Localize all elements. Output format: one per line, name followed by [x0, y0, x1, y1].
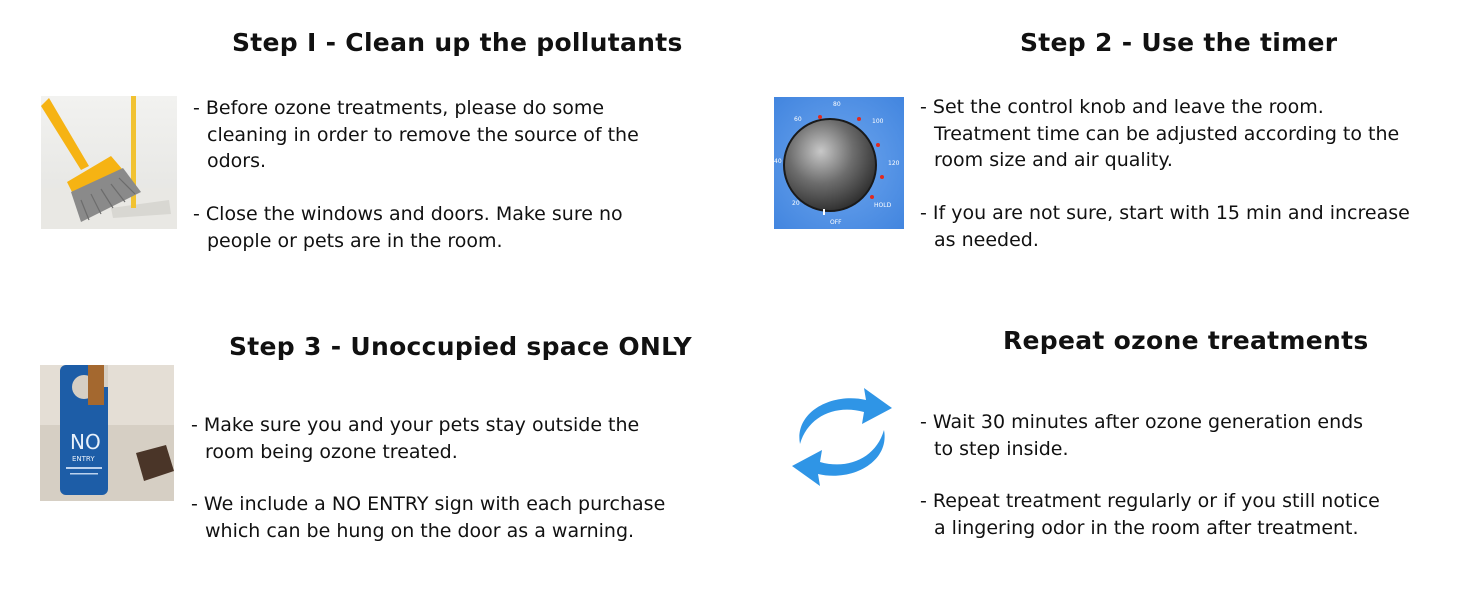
- step-3-bullet-1: - Make sure you and your pets stay outside the room being ozone treated.: [191, 414, 640, 463]
- dial-label-off: OFF: [830, 219, 842, 226]
- repeat-title: Repeat ozone treatments: [1003, 326, 1369, 355]
- sign-entry-text: ENTRY: [72, 455, 95, 463]
- dial-label-100: 100: [872, 118, 884, 125]
- no-entry-sign-icon: [40, 365, 174, 501]
- timer-knob-icon: [774, 97, 904, 229]
- step-2-bullet-2: - If you are not sure, start with 15 min and increase as needed.: [920, 202, 1410, 251]
- step-1-title: Step I - Clean up the pollutants: [232, 28, 683, 57]
- broom-icon: [41, 96, 177, 229]
- dial-label-120: 120: [888, 160, 900, 167]
- step-1-bullet-1: - Before ozone treatments, please do some cleaning in order to remove the source of the odors.: [193, 97, 639, 172]
- step-2-title: Step 2 - Use the timer: [1020, 28, 1338, 57]
- step-1-bullet-2: - Close the windows and doors. Make sure no people or pets are in the room.: [193, 203, 623, 252]
- step-3-bullet-2: - We include a NO ENTRY sign with each purchase which can be hung on the door as a warning.: [191, 493, 666, 542]
- dial-label-60: 60: [794, 116, 802, 123]
- repeat-arrows-icon: [786, 386, 898, 488]
- repeat-bullet-2: - Repeat treatment regularly or if you still notice a lingering odor in the room after treatment.: [920, 490, 1380, 539]
- dial-label-20: 20: [792, 200, 800, 207]
- step-3-title: Step 3 - Unoccupied space ONLY: [229, 332, 692, 361]
- step-2-bullet-1: - Set the control knob and leave the room. Treatment time can be adjusted according to the room size and air quality.: [920, 96, 1400, 171]
- dial-label-40: 40: [774, 158, 782, 165]
- dial-label-80: 80: [833, 101, 841, 108]
- sign-no-text: NO: [70, 430, 101, 454]
- repeat-bullet-1: - Wait 30 minutes after ozone generation ends to step inside.: [920, 411, 1364, 460]
- dial-label-hold: HOLD: [874, 202, 892, 209]
